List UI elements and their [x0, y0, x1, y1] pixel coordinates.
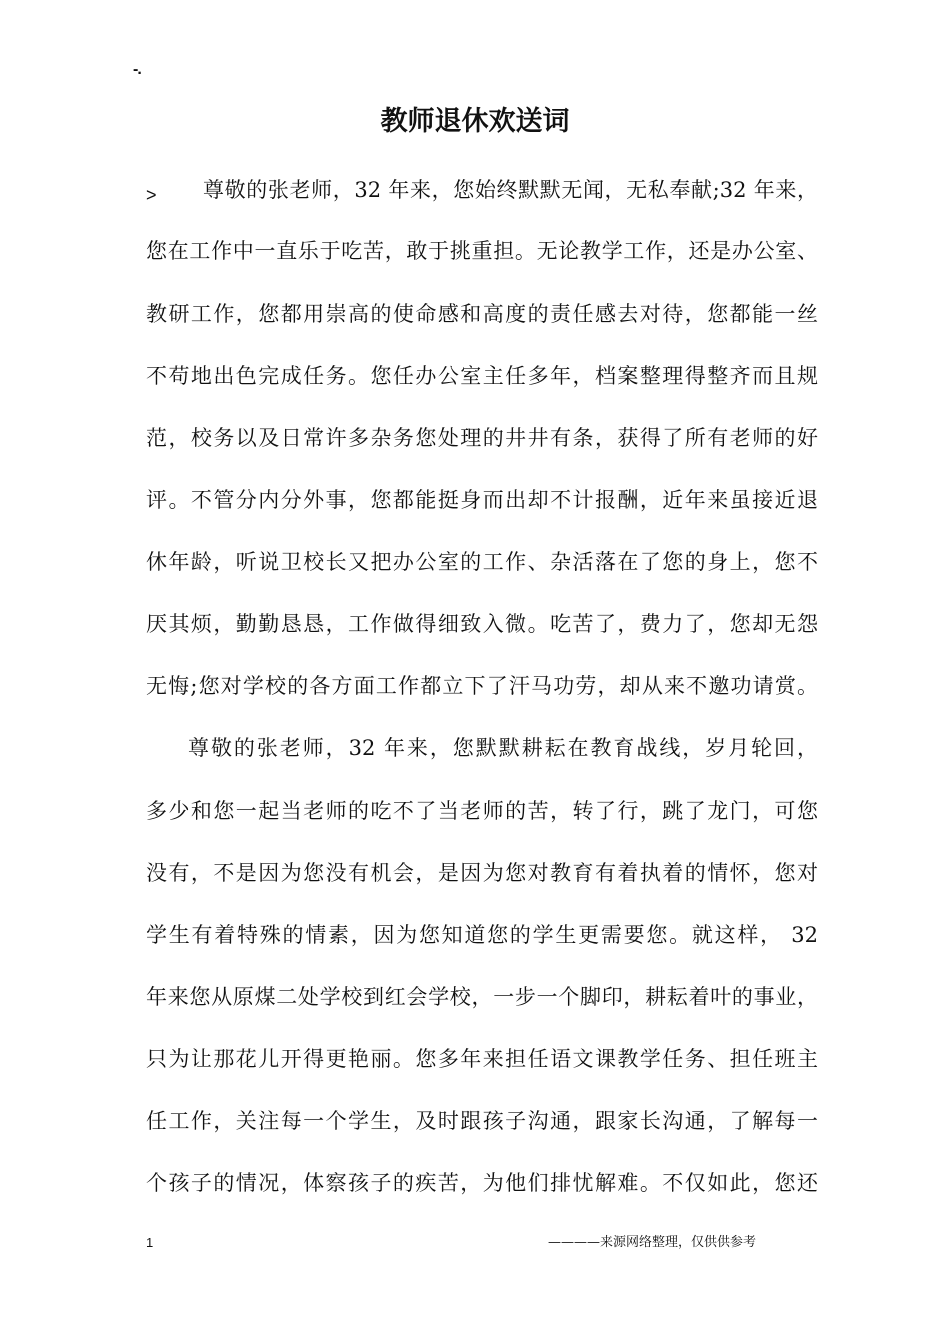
text-line: 学生有着特殊的情素，因为您知道您的学生更需要您。就这样， 32 [146, 923, 818, 947]
text-line: 厌其烦，勤勤恳恳，工作做得细致入微。吃苦了，费力了，您却无怨 [146, 612, 818, 636]
document-title: 教师退休欢送词 [380, 106, 570, 137]
text-line: 休年龄，听说卫校长又把办公室的工作、杂活落在了您的身上，您不 [146, 550, 818, 574]
text-line: 没有，不是因为您没有机会，是因为您对教育有着执着的情怀，您对 [146, 861, 818, 885]
text-line: 个孩子的情况，体察孩子的疾苦，为他们排忧解难。不仅如此，您还 [146, 1171, 818, 1195]
text-line: 无悔;您对学校的各方面工作都立下了汗马功劳，却从来不邀功请赏。 [146, 674, 818, 698]
text-line: 多少和您一起当老师的吃不了当老师的苦，转了行，跳了龙门，可您 [146, 799, 818, 823]
text-line: 任工作，关注每一个学生，及时跟孩子沟通，跟家长沟通，了解每一 [146, 1109, 818, 1133]
text-line: 教研工作，您都用崇高的使命感和高度的责任感去对待，您都能一丝 [146, 302, 818, 326]
text-line: 只为让那花儿开得更艳丽。您多年来担任语文课教学任务、担任班主 [146, 1047, 818, 1071]
text-line: 尊敬的张老师，32 年来，您默默耕耘在教育战线，岁月轮回， [188, 736, 818, 760]
corner-mark: -. [133, 61, 141, 78]
page-number: 1 [146, 1235, 154, 1250]
text-line: 范，校务以及日常许多杂务您处理的井井有条，获得了所有老师的好 [146, 426, 818, 450]
text-line: 不苟地出色完成任务。您任办公室主任多年，档案整理得整齐而且规 [146, 364, 818, 388]
text-line: 年来您从原煤二处学校到红会学校，一步一个脚印，耕耘着叶的事业， [146, 985, 818, 1009]
text-line: 评。不管分内分外事，您都能挺身而出却不计报酬，近年来虽接近退 [146, 488, 818, 512]
text-line: 您在工作中一直乐于吃苦，敢于挑重担。无论教学工作，还是办公室、 [146, 239, 818, 263]
source-note: ————来源网络整理，仅供供参考 [548, 1235, 757, 1250]
bullet-marker: > [146, 185, 157, 205]
text-line: 尊敬的张老师，32 年来，您始终默默无闻，无私奉献;32 年来， [203, 178, 818, 202]
